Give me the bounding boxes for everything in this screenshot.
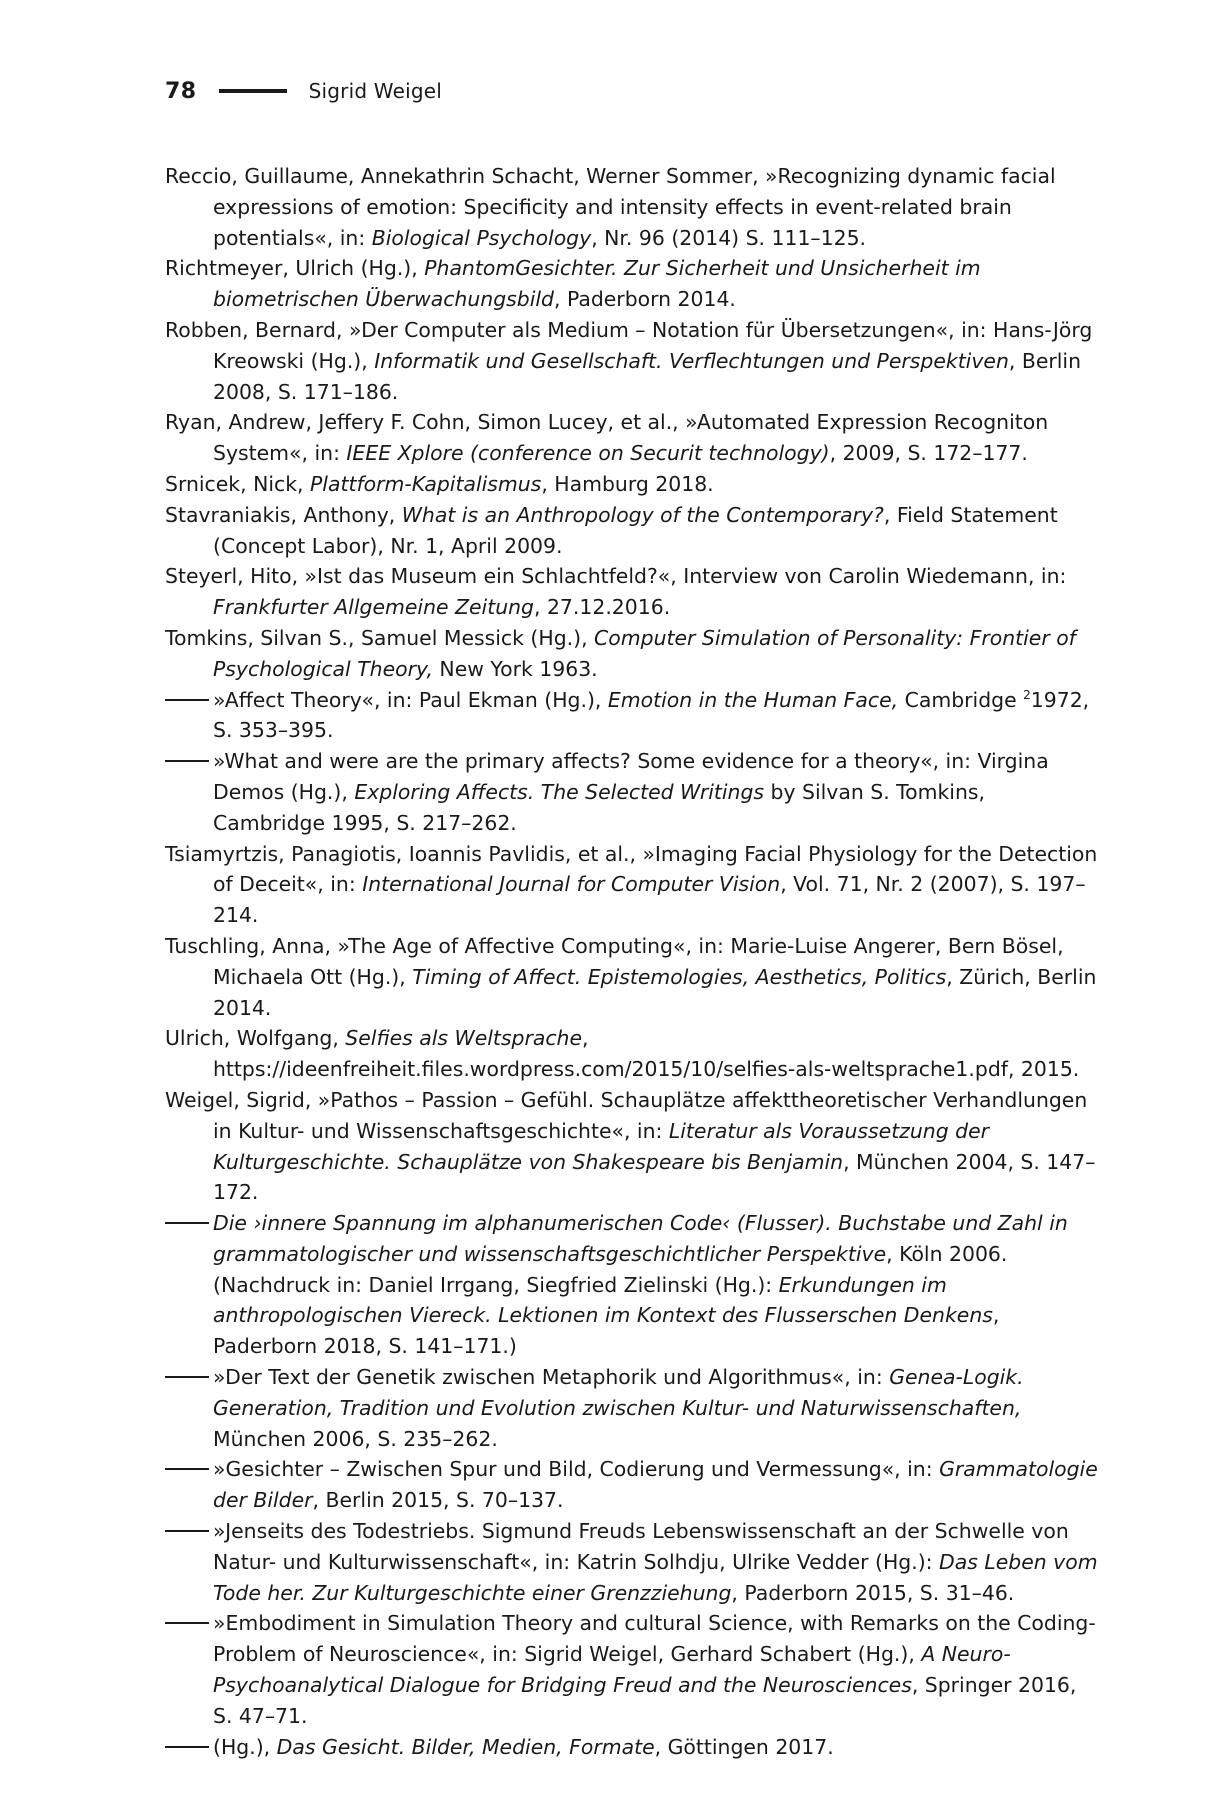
ditto-dash: [165, 760, 209, 762]
entry-text: (Hg.),: [213, 1734, 277, 1759]
entry-text: »Embodiment in Simulation Theory and cultural Science, with Remarks on the Coding-Problem of Neuroscience«, in: Sigrid Weigel, Gerhard Schabert (Hg.),: [213, 1611, 1096, 1667]
entry-title-italic: Computer Simulation of Personality: Frontier of Psychological Theory,: [213, 625, 1076, 681]
entry-title-italic: Emotion in the Human Face,: [607, 687, 899, 712]
entry-title-italic: What is an Anthropology of the Contemporary?: [401, 502, 884, 527]
bibliography-entry: [165, 253, 1100, 315]
entry-title-italic: Exploring Affects. The Selected Writings: [354, 779, 765, 804]
bibliography-entry: [165, 931, 1100, 1023]
entry-title-italic: Selfies als Weltsprache: [345, 1026, 583, 1051]
ditto-dash: [165, 1376, 209, 1378]
entry-title-italic: Das Leben vom Tode her. Zur Kulturgeschichte einer Grenzziehung: [213, 1549, 1098, 1605]
entry-text: , Berlin 2008, S. 171–186.: [213, 348, 1082, 404]
entry-text: , Göttingen 2017.: [654, 1734, 834, 1759]
entry-text: , Springer 2016, S. 47–71.: [213, 1673, 1077, 1728]
entry-text: , Hamburg 2018.: [541, 471, 714, 496]
ditto-dash: [165, 1622, 209, 1624]
entry-title-italic: PhantomGesichter. Zur Sicherheit und Unsicherheit im biometrischen Überwachungsbild: [213, 256, 981, 312]
entry-text: , Köln 2006. (Nachdruck in: Daniel Irrgang, Siegfried Zielinski (Hg.):: [213, 1241, 1008, 1297]
page-number: 78: [165, 78, 197, 104]
entry-title-italic: International Journal for Computer Vision: [362, 872, 781, 897]
entry-title-italic: Erkundungen im anthropologischen Viereck. Lektionen im Kontext des Flusserschen Denkens: [213, 1272, 993, 1328]
entry-text: by Silvan S. Tomkins, Cambridge 1995, S. 217–262.: [213, 779, 985, 835]
bibliography-entry: [165, 1023, 1100, 1085]
entry-text: , Vol. 71, Nr. 2 (2007), S. 197–214.: [213, 872, 1086, 928]
entry-text: , https://ideenfreiheit.files.wordpress.com/2015/10/selfies-als-weltsprache1.pdf, 2015.: [213, 1026, 1080, 1082]
bibliography-entry: [165, 407, 1100, 469]
entry-title-italic: Literatur als Voraussetzung der Kulturgeschichte. Schauplätze von Shakespeare bis Benjamin: [213, 1118, 990, 1174]
entry-title-italic: Timing of Affect. Epistemologies, Aesthetics, Politics: [412, 964, 947, 989]
entry-title-italic: Das Gesicht. Bilder, Medien, Formate: [276, 1734, 655, 1759]
entry-text: München 2006, S. 235–262.: [213, 1426, 498, 1451]
entry-title-italic: Die ›innere Spannung im alphanumerischen Code‹ (Flusser). Buchstabe und Zahl in grammatologischer und wissenschaftsgeschichtlicher Perspektive: [213, 1211, 1068, 1266]
entry-text: Tomkins, Silvan S., Samuel Messick (Hg.),: [165, 625, 595, 650]
entry-text: , Nr. 96 (2014) S. 111–125.: [591, 225, 867, 250]
entry-title-italic: IEEE Xplore (conference on Securit technology): [346, 441, 830, 466]
bibliography-entry: [165, 1454, 1100, 1516]
entry-text: New York 1963.: [432, 656, 598, 681]
entry-text: Srnicek, Nick,: [165, 471, 310, 496]
entry-text: Weigel, Sigrid, »Pathos – Passion – Gefühl. Schauplätze affekttheoretischer Verhandlungen in Kultur- und Wissenschaftsgeschichte«, in:: [165, 1087, 1088, 1143]
edition-superscript: 2: [1023, 687, 1031, 702]
entry-title-italic: Frankfurter Allgemeine Zeitung: [213, 595, 534, 620]
bibliography-entry: [165, 839, 1100, 931]
ditto-dash: [165, 1746, 209, 1748]
entry-text: Ulrich, Wolfgang,: [165, 1026, 346, 1051]
entry-title-italic: Plattform-Kapitalismus: [310, 471, 542, 496]
running-head: [165, 74, 442, 108]
bibliography-entry: [165, 1208, 1100, 1362]
entry-text: Reccio, Guillaume, Annekathrin Schacht, Werner Sommer, »Recognizing dynamic facial expressions of emotion: Specificity and intensity effects in event-related brain potentials«, in:: [165, 164, 1056, 250]
entry-text: Stavraniakis, Anthony,: [165, 502, 402, 527]
entry-text: , Paderborn 2018, S. 141–171.): [213, 1303, 1000, 1359]
bibliography-entry: [165, 623, 1100, 685]
entry-text: , 2009, S. 172–177.: [829, 441, 1028, 466]
entry-text: »Affect Theory«, in: Paul Ekman (Hg.),: [213, 687, 608, 712]
bibliography-entry: [165, 746, 1100, 838]
entry-text: Richtmeyer, Ulrich (Hg.),: [165, 256, 425, 281]
entry-text: Tuschling, Anna, »The Age of Affective Computing«, in: Marie-Luise Angerer, Bern Bösel, Michaela Ott (Hg.),: [165, 933, 1064, 989]
entry-text: Tsiamyrtzis, Panagiotis, Ioannis Pavlidis, et al., »Imaging Facial Physiology for the Detection of Deceit«, in:: [165, 841, 1098, 897]
bibliography-entry: [165, 161, 1100, 253]
entry-text: , Paderborn 2015, S. 31–46.: [731, 1580, 1015, 1605]
ditto-dash: [165, 699, 209, 701]
bibliography-entry: [165, 315, 1100, 407]
ditto-dash: [165, 1530, 209, 1532]
entry-text: , Field Statement (Concept Labor), Nr. 1, April 2009.: [213, 502, 1058, 558]
bibliography-entry: [165, 1362, 1100, 1454]
entry-text: »Gesichter – Zwischen Spur und Bild, Codierung und Vermessung«, in:: [213, 1457, 940, 1482]
bibliography-entry: [165, 1085, 1100, 1208]
entry-text: , Zürich, Berlin 2014.: [213, 964, 1097, 1020]
entry-text: , München 2004, S. 147–172.: [213, 1149, 1096, 1205]
ditto-dash: [165, 1468, 209, 1470]
entry-text: Ryan, Andrew, Jeffery F. Cohn, Simon Lucey, et al., »Automated Expression Recogniton System«, in:: [165, 410, 1049, 466]
running-head-author: Sigrid Weigel: [308, 79, 443, 103]
header-rule: [219, 89, 287, 93]
entry-title-italic: Grammatologie der Bilder: [213, 1457, 1098, 1513]
entry-title-italic: Genea-Logik. Generation, Tradition und Evolution zwischen Kultur- und Naturwissenschaften,: [213, 1365, 1024, 1420]
entry-text: Steyerl, Hito, »Ist das Museum ein Schlachtfeld?«, Interview von Carolin Wiedemann, in:: [165, 564, 1067, 589]
entry-title-italic: A Neuro-Psychoanalytical Dialogue for Bridging Freud and the Neurosciences: [213, 1642, 1011, 1698]
entry-text: »Jenseits des Todestriebs. Sigmund Freuds Lebenswissenschaft an der Schwelle von Natur- und Kulturwissenschaft«, in: Katrin Solhdju, Ulrike Vedder (Hg.):: [213, 1519, 1069, 1574]
entry-title-italic: Biological Psychology: [371, 225, 592, 250]
bibliography-entry: [165, 561, 1100, 623]
bibliography-entry: [165, 1516, 1100, 1608]
bibliography-entry: [165, 685, 1100, 747]
entry-title-italic: Informatik und Gesellschaft. Verflechtungen und Perspektiven: [374, 348, 1009, 373]
entry-text: , 27.12.2016.: [533, 595, 671, 620]
ditto-dash: [165, 1222, 209, 1224]
bibliography-entry: [165, 1732, 1100, 1763]
bibliography-entry: [165, 500, 1100, 562]
entry-text: »Der Text der Genetik zwischen Metaphorik und Algorithmus«, in:: [213, 1365, 890, 1390]
entry-text: Robben, Bernard, »Der Computer als Medium – Notation für Übersetzungen«, in: Hans-Jörg Kreowski (Hg.),: [165, 317, 1093, 373]
bibliography-entry: [165, 1608, 1100, 1731]
entry-text: , Berlin 2015, S. 70–137.: [312, 1488, 564, 1513]
bibliography-entry: [165, 469, 1100, 500]
entry-text: »What and were are the primary affects? Some evidence for a theory«, in: Virgina Demos (Hg.),: [213, 749, 1049, 804]
entry-text: 1972, S. 353–395.: [213, 687, 1090, 743]
entry-text: Cambridge: [898, 687, 1024, 712]
entry-text: , Paderborn 2014.: [553, 287, 736, 312]
bibliography-list: [165, 161, 1100, 1762]
